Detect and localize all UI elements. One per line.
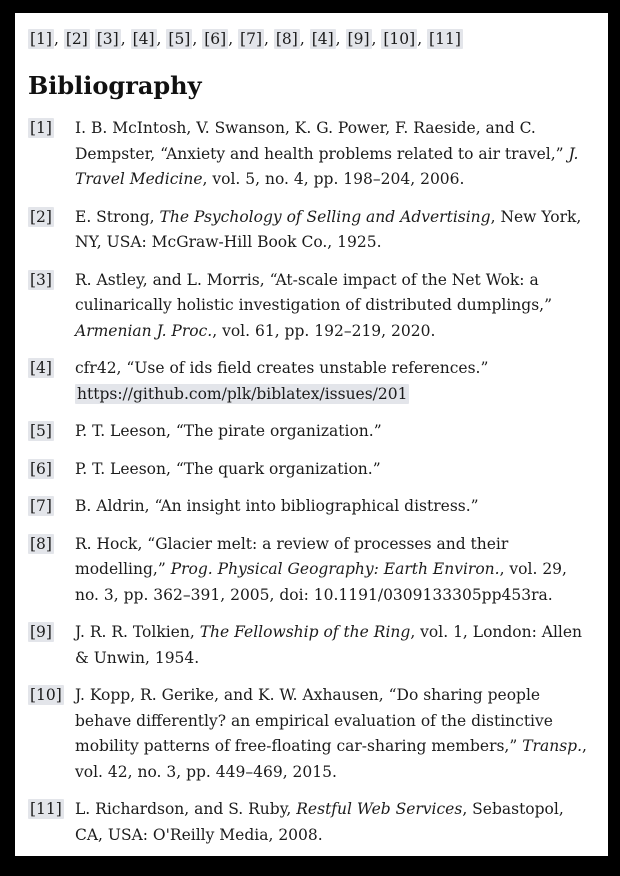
reference-title-italic: J. Travel Medicine <box>75 144 579 188</box>
document-page <box>15 13 608 856</box>
citation-link[interactable]: [5] <box>168 30 191 48</box>
reference-text: R. Hock, “Glacier melt: a review of processes and their modelling,” Prog. Physical Geography: Earth Environ., vol. 29, no. 3, pp. 362–391, 2005, doi: 10.1191/0309133305pp453ra. <box>75 534 567 604</box>
reference-text: J. Kopp, R. Gerike, and K. W. Axhausen, “Do sharing people behave differently? an empirical evaluation of the distinctive mobility patterns of free-floating car-sharing members,” Transp., vol. 42, no. 3, pp. 449–469, 2015. <box>75 686 587 781</box>
reference-item <box>28 116 593 193</box>
reference-label-cell <box>28 494 75 520</box>
reference-label-cell <box>28 797 75 823</box>
reference-item <box>28 620 593 671</box>
reference-text: P. T. Leeson, “The pirate organization.” <box>75 422 382 440</box>
reference-number-link[interactable]: [11] <box>30 800 62 818</box>
citation-link[interactable]: [2] <box>65 30 88 48</box>
reference-item <box>28 419 593 445</box>
reference-number-link[interactable]: [1] <box>30 119 52 137</box>
reference-label-cell <box>28 620 75 646</box>
bibliography-list <box>28 116 593 848</box>
reference-text: B. Aldrin, “An insight into bibliographical distress.” <box>75 497 479 515</box>
reference-title-italic: Transp. <box>522 737 582 755</box>
reference-item <box>28 356 593 407</box>
citation-link[interactable]: [4] <box>132 30 155 48</box>
reference-label-cell <box>28 532 75 558</box>
reference-number-link[interactable]: [6] <box>30 459 52 478</box>
reference-text: I. B. McIntosh, V. Swanson, K. G. Power, F. Raeside, and C. Dempster, “Anxiety and health problems related to air travel,” J. Travel Medicine, vol. 5, no. 4, pp. 198–204, 2006. <box>75 119 579 188</box>
reference-label-cell <box>28 205 75 231</box>
reference-title-italic: Restful Web Services <box>296 800 463 818</box>
reference-number-link[interactable]: [9] <box>30 623 52 641</box>
citation-link[interactable]: [9] <box>347 30 370 48</box>
reference-number-link[interactable]: [8] <box>30 534 52 553</box>
reference-number-link[interactable]: [10] <box>30 686 62 704</box>
reference-title-italic: The Fellowship of the Ring <box>199 623 411 641</box>
reference-item <box>28 532 593 609</box>
reference-label-cell <box>28 419 75 445</box>
reference-item <box>28 205 593 256</box>
citation-link[interactable]: [8] <box>275 30 298 48</box>
reference-number-link[interactable]: [3] <box>30 270 52 289</box>
page-title: Bibliography <box>28 71 202 100</box>
reference-text: P. T. Leeson, “The quark organization.” <box>75 459 381 478</box>
reference-item <box>28 494 593 520</box>
reference-text: E. Strong, The Psychology of Selling and Advertising, New York, NY, USA: McGraw-Hill Book Co., 1925. <box>75 207 582 251</box>
reference-label-cell <box>28 683 75 709</box>
reference-number-link[interactable]: [5] <box>30 422 52 440</box>
citation-link[interactable]: [1] <box>30 30 52 48</box>
citation-line: [1] , [2] [3] , [4] , [5] , [6] , [7] , [8] , [4] , [9] , [10] , [11] <box>30 30 461 48</box>
citation-link[interactable]: [10] <box>383 30 416 48</box>
citation-link[interactable]: [4] <box>311 30 334 48</box>
reference-label-cell <box>28 457 75 483</box>
reference-label-cell <box>28 356 75 382</box>
citation-link[interactable]: [3] <box>96 30 119 48</box>
reference-text: J. R. R. Tolkien, The Fellowship of the Ring, vol. 1, London: Allen & Unwin, 1954. <box>75 623 583 667</box>
reference-text: cfr42, “Use of ids field creates unstable references.” https://github.com/plk/biblatex/issues/201 <box>75 359 489 403</box>
reference-url-link[interactable]: https://github.com/plk/biblatex/issues/201 <box>77 384 408 403</box>
reference-title-italic: Armenian J. Proc. <box>75 321 213 340</box>
reference-text: L. Richardson, and S. Ruby, Restful Web Services, Sebastopol, CA, USA: O'Reilly Media, 2008. <box>75 800 564 844</box>
reference-item <box>28 797 593 848</box>
reference-number-link[interactable]: [4] <box>30 359 52 377</box>
citation-link[interactable]: [7] <box>240 30 263 48</box>
citation-link[interactable]: [6] <box>204 30 227 48</box>
reference-number-link[interactable]: [7] <box>30 497 52 515</box>
citation-link[interactable]: [11] <box>429 30 461 48</box>
reference-item <box>28 268 593 345</box>
reference-item <box>28 683 593 785</box>
reference-number-link[interactable]: [2] <box>30 207 52 226</box>
reference-title-italic: Prog. Physical Geography: Earth Environ. <box>170 560 500 578</box>
reference-label-cell <box>28 268 75 294</box>
reference-text: R. Astley, and L. Morris, “At-scale impact of the Net Wok: a culinarically holistic investigation of distributed dumplings,” Armenian J. Proc., vol. 61, pp. 192–219, 2020. <box>75 270 552 340</box>
reference-item <box>28 457 593 483</box>
reference-title-italic: The Psychology of Selling and Advertising <box>159 207 491 226</box>
reference-label-cell <box>28 116 75 142</box>
